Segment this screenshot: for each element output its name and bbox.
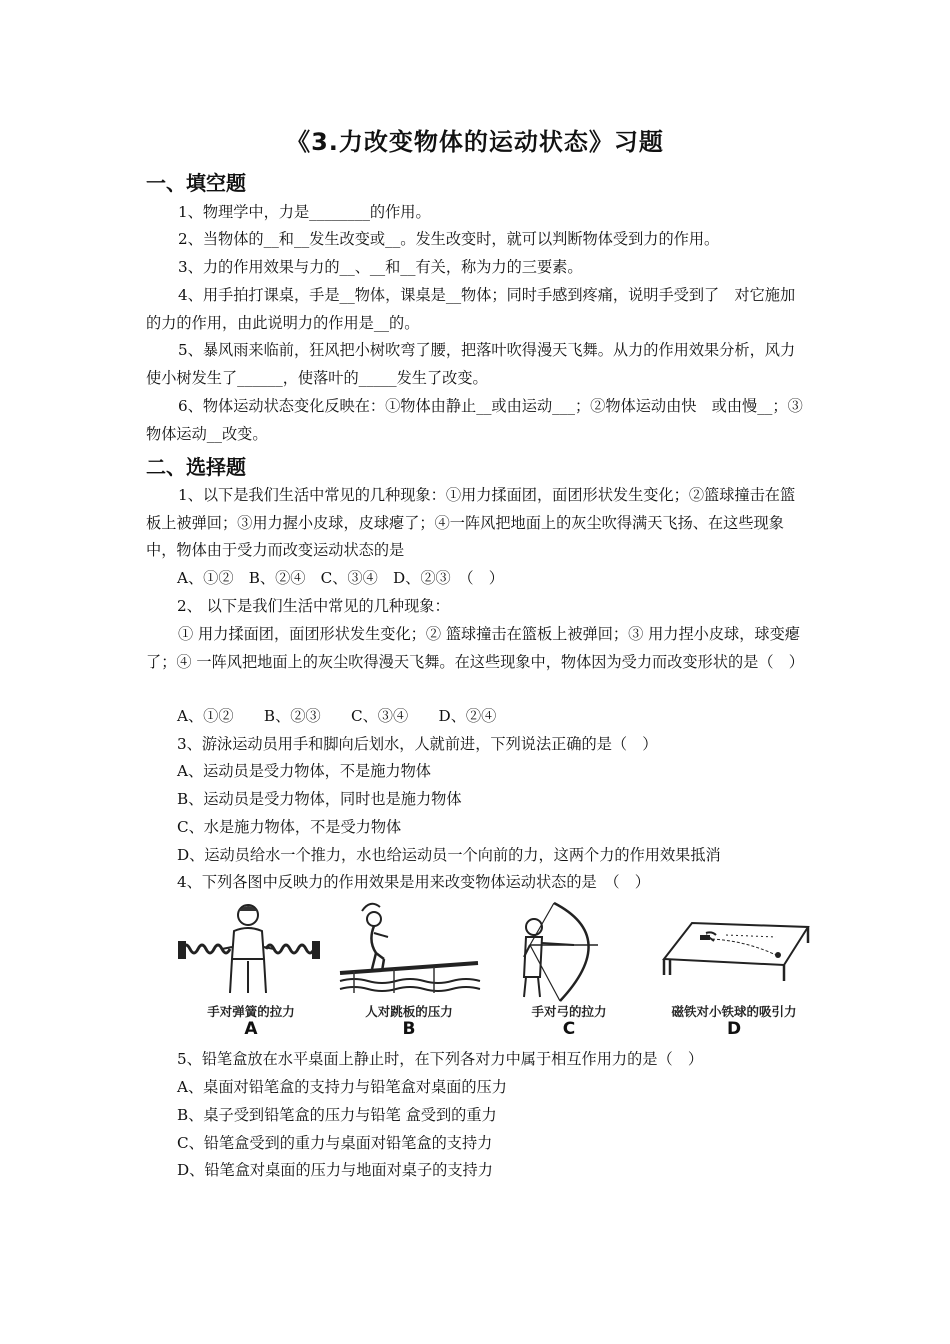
magnet-illustration [656,897,812,1007]
figure-d-letter: D [726,1019,742,1039]
choice-question-3-option-b: B、运动员是受力物体，同时也是施力物体 [177,790,462,808]
figure-a-spring [176,897,326,1043]
choice-question-1: 1、以下是我们生活中常见的几种现象：①用力揉面团，面团形状发生变化；②篮球撞击在篮板上被弹回；③用力握小皮球，皮球瘪了；④一阵风把地面上的灰尘吹得满天飞扬、在这些现象中，物体由于受力而改变运动状态的是 [146,486,796,559]
choice-question-5-option-a: A、桌面对铅笔盒的支持力与铅笔盒对桌面的压力 [177,1078,507,1096]
choice-question-2-body: ① 用力揉面团，面团形状发生变化；② 篮球撞击在篮板上被弹回；③ 用力捏小皮球，球变瘪了；④ 一阵风把地面上的灰尘吹得漫天飞舞。在这些现象中，物体因为受力而改变形状的是（ ） [146,625,804,671]
figure-a-caption: 手对弹簧的拉力 [207,1004,295,1019]
figure-b-letter: B [402,1019,416,1039]
choice-question-3-option-a: A、运动员是受力物体，不是施力物体 [177,762,431,780]
diving-board-illustration [334,897,484,1007]
choice-question-3-option-d: D、运动员给水一个推力，水也给运动员一个向前的力，这两个力的作用效果抵消 [177,846,721,864]
figure-d-magnet [656,897,812,1043]
figure-b-diving-board [334,897,484,1043]
fill-question-5: 5、暴风雨来临前，狂风把小树吹弯了腰，把落叶吹得漫天飞舞。从力的作用效果分析，风力使小树发生了______，使落叶的_____发生了改变。 [146,341,796,387]
figure-d-caption: 磁铁对小铁球的吸引力 [671,1004,797,1019]
fill-question-4: 4、用手拍打课桌，手是__物体，课桌是__物体；同时手感到疼痛，说明手受到了 对它施加的力的作用，由此说明力的作用是__的。 [146,286,796,332]
fill-question-2: 2、当物体的__和__发生改变或__。发生改变时，就可以判断物体受到力的作用。 [178,230,720,248]
choice-question-2: 2、 以下是我们生活中常见的几种现象： [177,597,450,615]
choice-question-1-options: A、①② B、②④ C、③④ D、②③ （ ） [177,569,504,587]
fill-question-3: 3、力的作用效果与力的__、__和__有关，称为力的三要素。 [178,258,583,276]
choice-question-5-option-c: C、铅笔盒受到的重力与桌面对铅笔盒的支持力 [177,1134,493,1152]
page-title: 《3.力改变物体的运动状态》习题 [286,128,664,156]
choice-question-4: 4、下列各图中反映力的作用效果是用来改变物体运动状态的是 （ ） [177,873,650,891]
figure-b-caption: 人对跳板的压力 [365,1004,453,1019]
figure-c-bow [494,897,644,1043]
section-heading-fill-blank: 一、填空题 [146,171,246,195]
question-4-figures [176,897,812,1043]
choice-question-5-option-b: B、桌子受到铅笔盒的压力与铅笔 盒受到的重力 [177,1106,497,1124]
figure-c-caption: 手对弓的拉力 [531,1004,607,1019]
choice-question-5: 5、铅笔盒放在水平桌面上静止时，在下列各对力中属于相互作用力的是（ ） [177,1050,704,1068]
section-heading-choice: 二、选择题 [146,455,246,479]
choice-question-2-options: A、①② B、②③ C、③④ D、②④ [177,707,497,725]
choice-question-5-option-d: D、铅笔盒对桌面的压力与地面对桌子的支持力 [177,1161,493,1179]
fill-question-6: 6、物体运动状态变化反映在：①物体由静止__或由运动___；②物体运动由快 或由慢__；③物体运动__改变。 [146,397,803,443]
choice-question-3: 3、游泳运动员用手和脚向后划水，人就前进，下列说法正确的是（ ） [177,735,658,753]
figure-c-letter: C [562,1019,576,1039]
choice-question-3-option-c: C、水是施力物体，不是受力物体 [177,818,402,836]
fill-question-1: 1、物理学中，力是________的作用。 [178,203,431,221]
bow-illustration [494,897,644,1007]
figure-a-letter: A [244,1019,258,1039]
spring-illustration [176,897,326,1007]
